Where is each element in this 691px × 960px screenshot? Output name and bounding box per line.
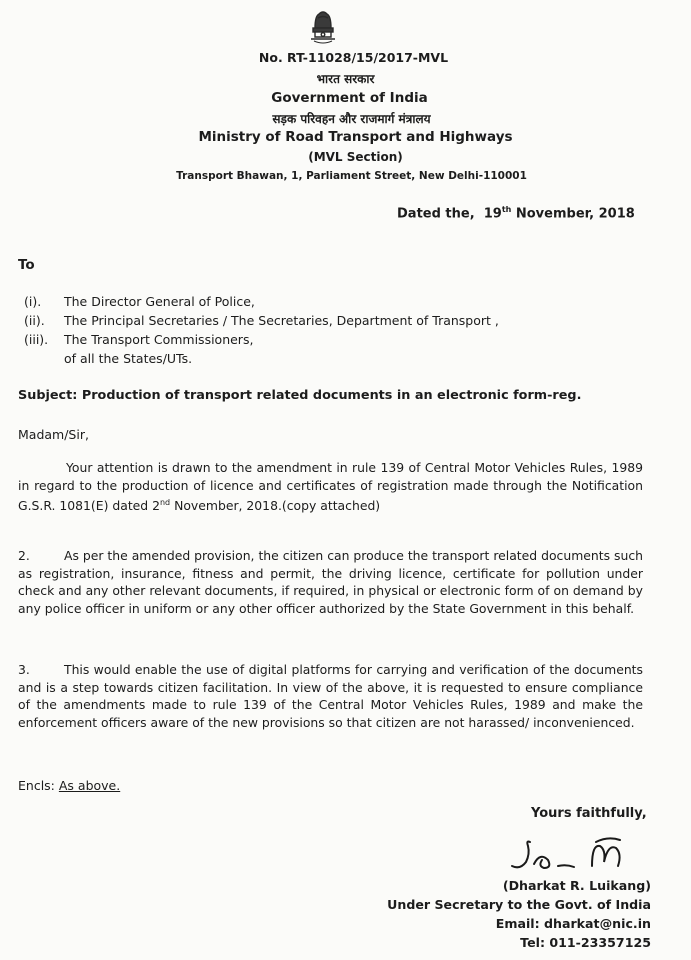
enclosures: Encls: As above.	[18, 778, 121, 793]
signatory-phone: Tel: 011-23357125	[520, 935, 651, 950]
letter-date: Dated the, 19th November, 2018	[397, 205, 635, 222]
paragraph-2: 2. As per the amended provision, the citizen can produce the transport related documents such as registration, insurance, fitness and permit, the driving licence, certificate for pollution under check and any other relevant documents, if required, in physical or electronic form of on demand by any police officer in uniform or any other officer authorized by the State Government in this behalf.	[18, 548, 643, 616]
signature-icon	[508, 836, 638, 876]
paragraph-3: 3. This would enable the use of digital platforms for carrying and verification of the documents and is a step towards citizen facilitation. In view of the above, it is requested to ensure compliance of the amendments made to rule 139 of the Central Motor Vehicles Rules, 1989 and make the enforcement officers aware of the new provisions so that citizen are not harassed/ inconvenienced.	[18, 662, 643, 730]
recipient-item: of all the States/UTs.	[64, 351, 193, 366]
hindi-government: भारत सरकार	[316, 72, 375, 86]
section-name: (MVL Section)	[308, 150, 403, 164]
paragraph-1: Your attention is drawn to the amendment in rule 139 of Central Motor Vehicles Rules, 1989 in regard to the production of licence and certificates of registration made through the Notification G.S.R. 1081(E) dated 2nd November, 2018.(copy attached)	[18, 460, 643, 514]
hindi-ministry: सड़क परिवहन और राजमार्ग मंत्रालय	[272, 112, 431, 126]
file-number: No. RT-11028/15/2017-MVL	[258, 50, 449, 65]
office-address: Transport Bhawan, 1, Parliament Street, New Delhi-110001	[176, 170, 527, 182]
salutation: Madam/Sir,	[18, 427, 89, 442]
national-emblem-icon	[306, 6, 340, 46]
ministry-name: Ministry of Road Transport and Highways	[198, 129, 513, 145]
recipient-item: (ii). The Principal Secretaries / The Secretaries, Department of Transport ,	[24, 313, 499, 328]
recipient-item: (iii). The Transport Commissioners,	[24, 332, 254, 347]
signatory-name: (Dharkat R. Luikang)	[502, 878, 651, 893]
closing: Yours faithfully,	[531, 806, 647, 821]
signatory-designation: Under Secretary to the Govt. of India	[387, 897, 651, 912]
subject-line: Subject: Production of transport related documents in an electronic form-reg.	[18, 388, 582, 403]
recipient-item: (i). The Director General of Police,	[24, 294, 255, 309]
to-label: To	[18, 257, 35, 273]
government-name: Government of India	[271, 90, 428, 106]
signatory-email: Email: dharkat@nic.in	[495, 916, 651, 931]
